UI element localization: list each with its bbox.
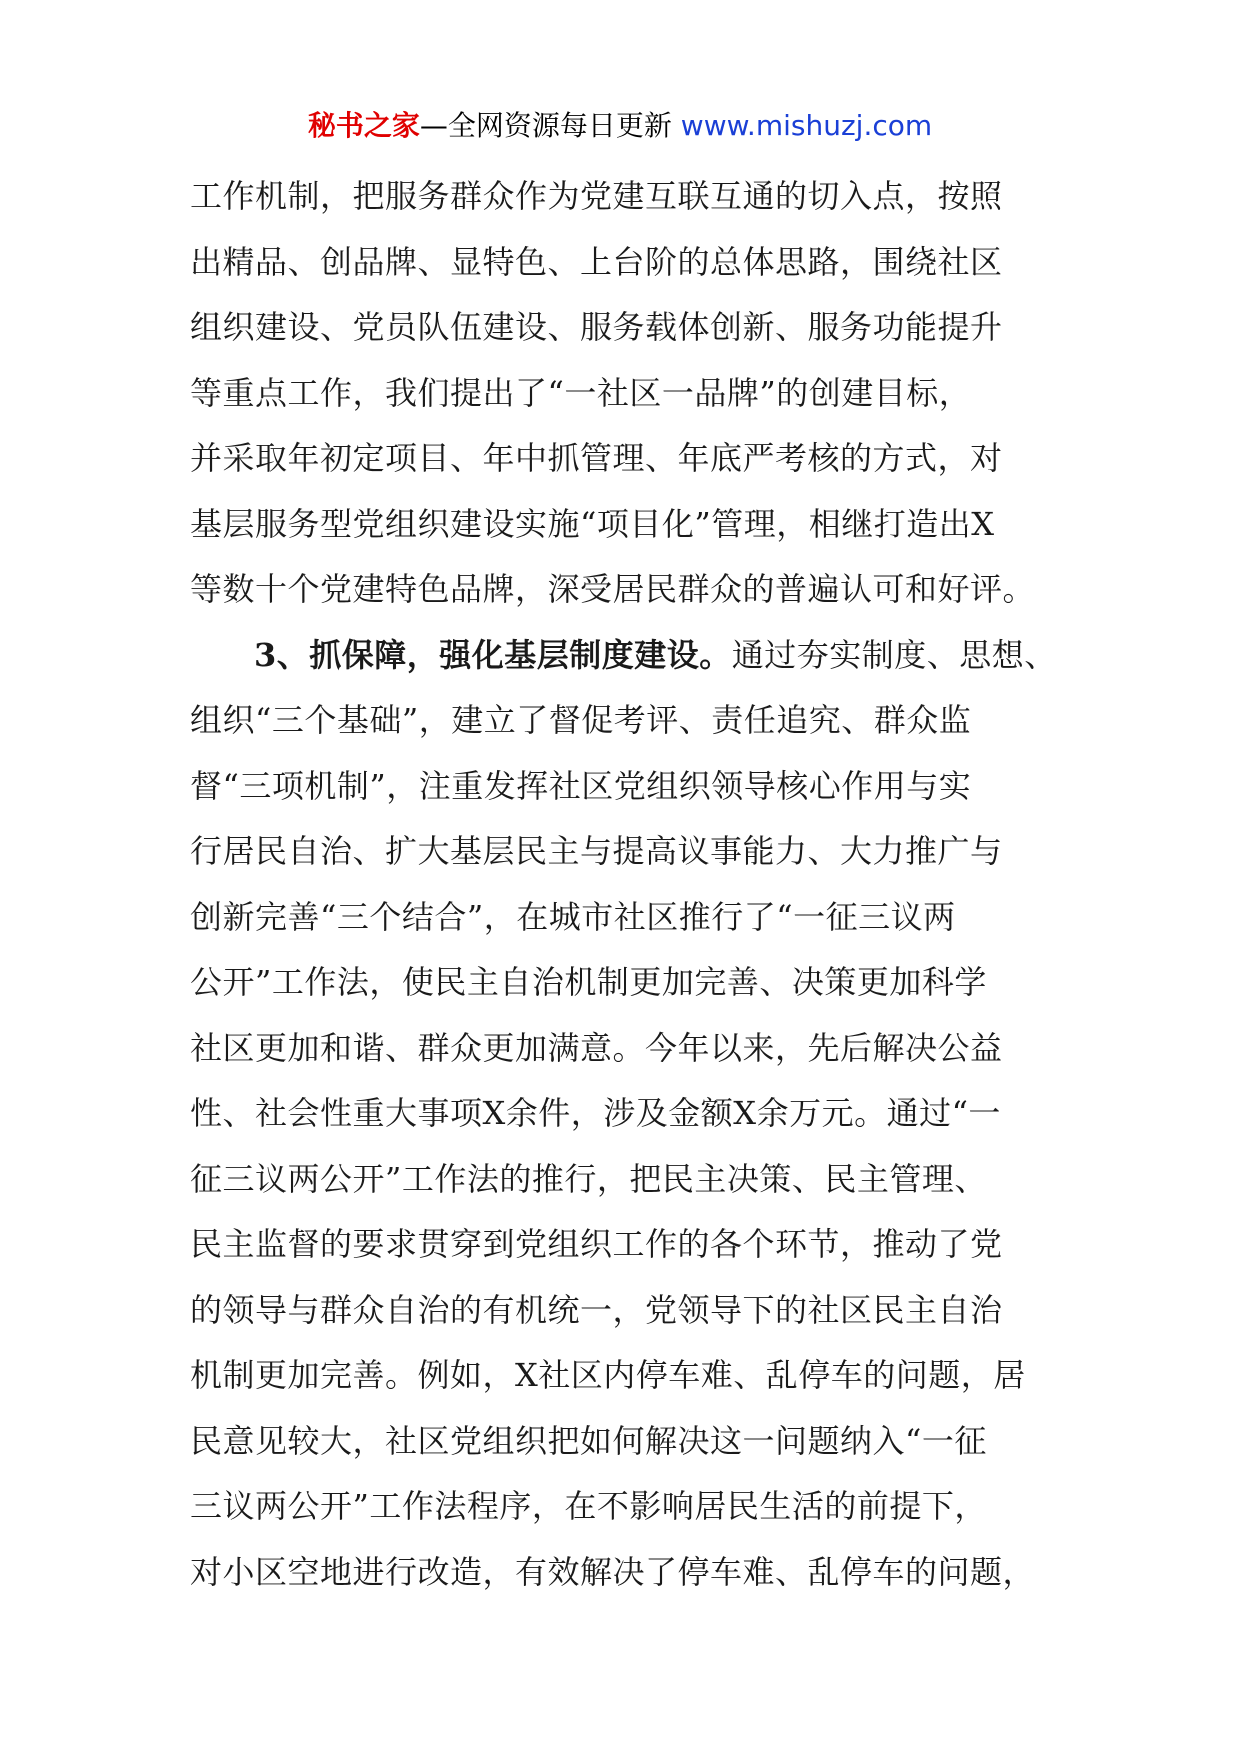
text-line: 出精品、创品牌、显特色、上台阶的总体思路，围绕社区 bbox=[190, 242, 1003, 281]
text-line: 三议两公开”工作法程序，在不影响居民生活的前提下， bbox=[190, 1487, 987, 1525]
text-line: 公开”工作法，使民主自治机制更加完善、决策更加科学 bbox=[190, 963, 987, 1001]
text-line: 组织建设、党员队伍建设、服务载体创新、服务功能提升 bbox=[190, 308, 1003, 346]
text-line: 组织“三个基础”，建立了督促考评、责任追究、群众监 bbox=[190, 701, 972, 739]
text-line: 机制更加完善。例如，X社区内停车难、乱停车的问题，居 bbox=[190, 1356, 1026, 1394]
site-brand: 秘书之家 bbox=[307, 109, 420, 142]
text-line: 行居民自治、扩大基层民主与提高议事能力、大力推广与 bbox=[190, 832, 1003, 870]
text-line: 督“三项机制”，注重发挥社区党组织领导核心作用与实 bbox=[190, 766, 972, 805]
text-line: 并采取年初定项目、年中抓管理、年底严考核的方式，对 bbox=[190, 439, 1003, 477]
text-line: 等重点工作，我们提出了“一社区一品牌”的创建目标， bbox=[190, 373, 972, 412]
text-line: 的领导与群众自治的有机统一，党领导下的社区民主自治 bbox=[190, 1290, 1003, 1329]
text-line: 基层服务型党组织建设实施“项目化”管理，相继打造出X bbox=[190, 504, 995, 543]
site-tagline: —全网资源每日更新 bbox=[419, 109, 672, 142]
text-line: 民意见较大，社区党组织把如何解决这一问题纳入“一征 bbox=[190, 1421, 987, 1460]
document-body bbox=[190, 164, 1070, 1605]
text-line: 社区更加和谐、群众更加满意。今年以来，先后解决公益 bbox=[190, 1028, 1003, 1067]
site-header bbox=[0, 104, 1240, 148]
section-3-lead-text: 通过夯实制度、思想、 bbox=[731, 635, 1057, 674]
text-line: 工作机制，把服务群众作为党建互联互通的切入点，按照 bbox=[190, 177, 1003, 215]
text-line: 民主监督的要求贯穿到党组织工作的各个环节，推动了党 bbox=[190, 1225, 1003, 1263]
text-line: 性、社会性重大事项X余件，涉及金额X余万元。通过“一 bbox=[190, 1094, 1001, 1132]
text-line: 等数十个党建特色品牌，深受居民群众的普遍认可和好评。 bbox=[190, 570, 1036, 608]
section-3-first-line bbox=[190, 623, 1070, 689]
text-line: 对小区空地进行改造，有效解决了停车难、乱停车的问题， bbox=[190, 1552, 1036, 1591]
text-line: 征三议两公开”工作法的推行，把民主决策、民主管理、 bbox=[190, 1159, 987, 1198]
site-url-link[interactable]: www.mishuzj.com bbox=[680, 109, 933, 142]
text-line: 创新完善“三个结合”，在城市社区推行了“一征三议两 bbox=[190, 897, 956, 936]
section-3-heading: 3、抓保障，强化基层制度建设。 bbox=[254, 635, 732, 674]
